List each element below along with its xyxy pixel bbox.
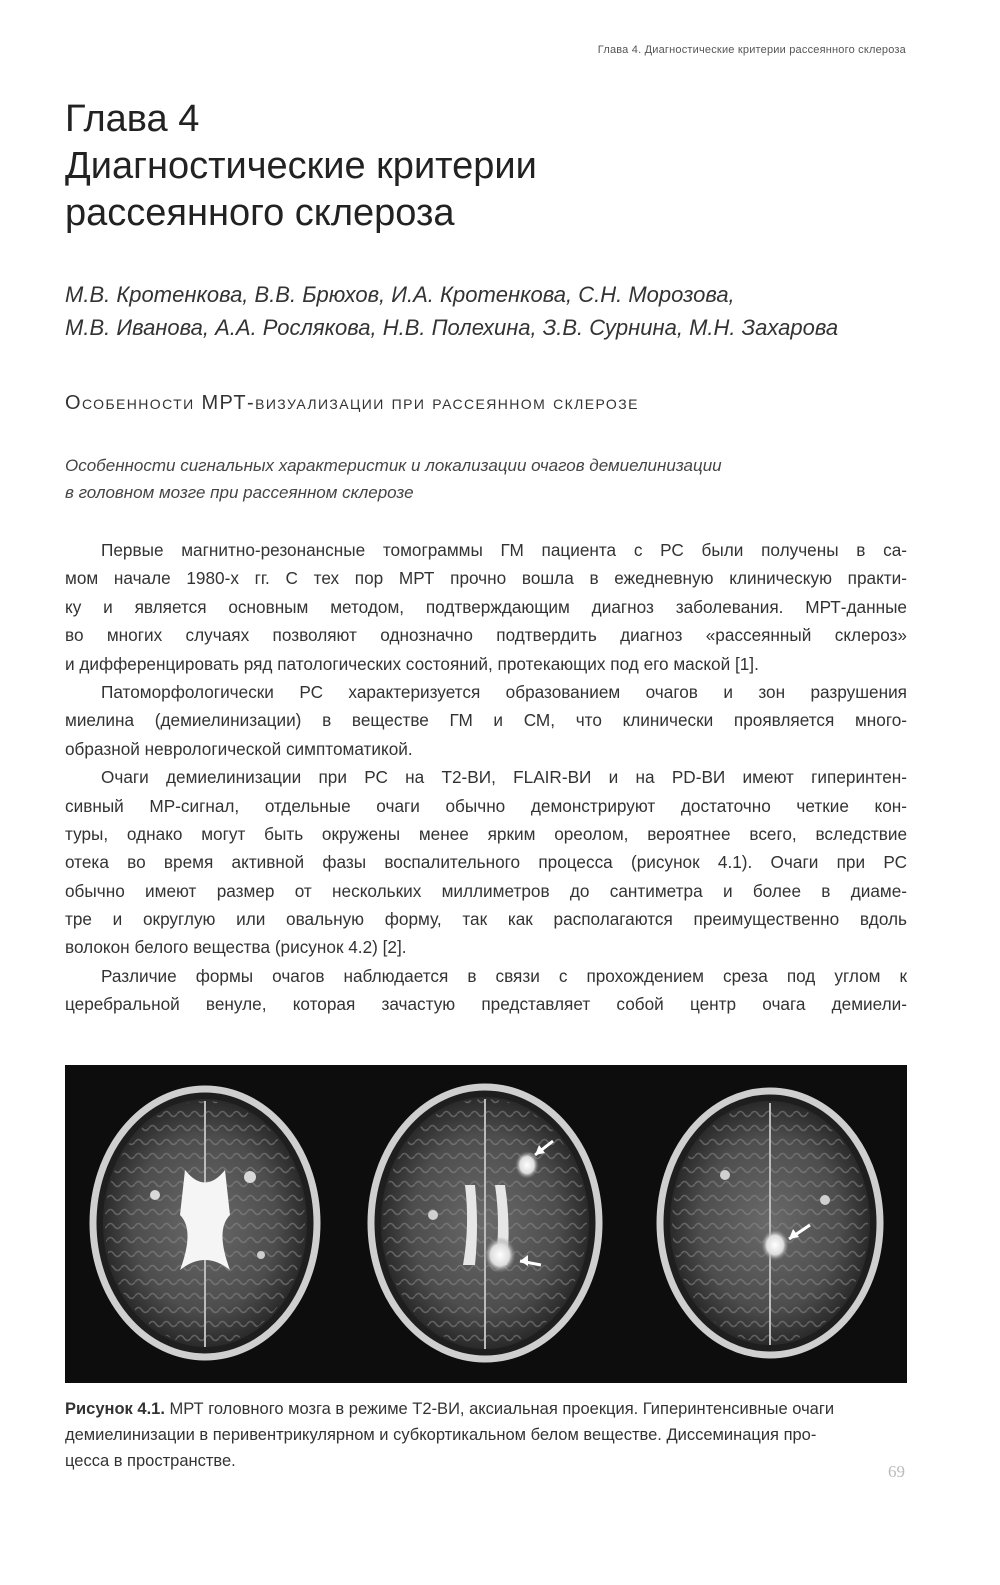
body-line: церебральной венуле, которая зачастую представляет собой центр очага демиели- xyxy=(65,994,907,1015)
authors xyxy=(65,278,925,344)
caption-line: демиелинизации в перивентрикулярном и субкортикальном белом веществе. Диссеминация про- xyxy=(65,1426,817,1444)
body-line: Первые магнитно-резонансные томограммы ГМ пациента с РС были получены в са- xyxy=(101,540,907,560)
mri-scan-3 xyxy=(660,1091,880,1355)
caption-text: МРТ головного мозга в режиме Т2-ВИ, аксиальная проекция. Гиперинтенсивные очаги xyxy=(169,1400,835,1418)
caption-line: цесса в пространстве. xyxy=(65,1452,236,1470)
subsection-heading xyxy=(65,452,925,506)
chapter-title xyxy=(65,96,925,237)
body-line: отека во время активной фазы воспалительного процесса (рисунок 4.1). Очаги при РС xyxy=(65,852,907,873)
body-text xyxy=(65,536,907,1019)
authors-line: М.В. Иванова, А.А. Рослякова, Н.В. Полехина, З.В. Сурнина, М.Н. Захарова xyxy=(65,315,839,340)
body-line: волокон белого вещества (рисунок 4.2) [2]. xyxy=(65,937,407,958)
body-line: Различие формы очагов наблюдается в связи с прохождением среза под углом к xyxy=(101,965,907,986)
chapter-title-line: Диагностические критерии xyxy=(65,145,537,187)
body-line: миелина (демиелинизации) в веществе ГМ и СМ, что клинически проявляется много- xyxy=(65,710,907,731)
body-line: образной неврологической симптоматикой. xyxy=(65,738,413,759)
section-heading: Особенности МРТ-визуализации при рассеянном склерозе xyxy=(65,392,639,414)
page-number: 69 xyxy=(888,1462,905,1481)
body-line: сивный МР-сигнал, отдельные очаги обычно демонстрируют достаточно четкие кон- xyxy=(65,795,907,816)
caption-line xyxy=(65,1396,907,1422)
body-line: туры, однако могут быть окружены менее ярким ореолом, вероятнее всего, вследствие xyxy=(65,823,907,844)
mri-scan-1 xyxy=(93,1089,317,1357)
body-line: тре и округлую или овальную форму, так как располагаются преимущественно вдоль xyxy=(65,909,907,930)
caption-label: Рисунок 4.1. xyxy=(65,1400,165,1418)
running-header: Глава 4. Диагностические критерии рассеянного склероза xyxy=(597,44,906,56)
body-line: Очаги демиелинизации при РС на Т2-ВИ, FLAIR-ВИ и на PD-ВИ имеют гиперинтен- xyxy=(101,767,907,788)
chapter-title-line: рассеянного склероза xyxy=(65,192,455,234)
subsection-line: Особенности сигнальных характеристик и локализации очагов демиелинизации xyxy=(65,456,722,475)
mri-scans-image xyxy=(65,1065,907,1383)
subsection-line: в головном мозге при рассеянном склерозе xyxy=(65,483,414,502)
chapter-title-line: Глава 4 xyxy=(65,98,200,140)
body-line: ку и является основным методом, подтверждающим диагноз заболевания. МРТ-данные xyxy=(65,596,907,617)
mri-figure xyxy=(65,1065,907,1383)
mri-scan-2 xyxy=(371,1087,599,1359)
body-line: во многих случаях позволяют однозначно подтвердить диагноз «рассеянный склероз» xyxy=(65,625,907,646)
body-line: Патоморфологически РС характеризуется образованием очагов и зон разрушения xyxy=(101,681,907,702)
body-line: мом начале 1980-х гг. С тех пор МРТ прочно вошла в ежедневную клиническую практи- xyxy=(65,568,907,589)
figure-caption xyxy=(65,1396,907,1474)
body-line: обычно имеют размер от нескольких миллиметров до сантиметра и более в диаме- xyxy=(65,880,907,901)
authors-line: М.В. Кротенкова, В.В. Брюхов, И.А. Кротенкова, С.Н. Морозова, xyxy=(65,282,735,307)
body-line: и дифференцировать ряд патологических состояний, протекающих под его маской [1]. xyxy=(65,653,759,674)
